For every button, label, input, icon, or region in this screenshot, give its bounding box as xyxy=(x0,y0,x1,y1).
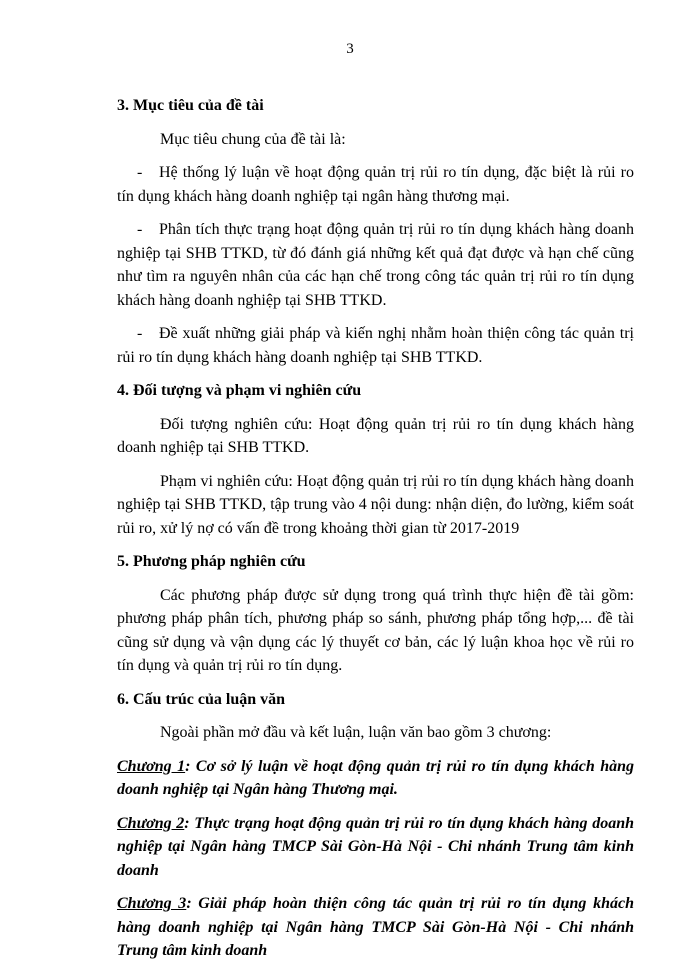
scope-subject-paragraph: Đối tượng nghiên cứu: Hoạt động quản trị rủi ro tín dụng khách hàng doanh nghiệp tại SHB TTKD. xyxy=(117,415,634,456)
bullet-dash: - xyxy=(137,325,143,342)
section-heading-structure: 6. Cấu trúc của luận văn xyxy=(117,690,286,708)
chapter-label: Chương 2 xyxy=(117,814,185,832)
chapter-title: : Thực trạng hoạt động quản trị rủi ro tín dụng khách hàng doanh nghiệp tại Ngân hàng TMCP Sài Gòn-Hà Nội - Chi nhánh Trung tâm kinh doanh xyxy=(117,814,635,879)
bullet-text: Phân tích thực trạng hoạt động quản trị rủi ro tín dụng khách hàng doanh nghiệp tại SHB TTKD, từ đó đánh giá những kết quả đạt được và hạn chế cũng như tìm ra nguyên nhân của các hạn chế trong công tác quản trị rủi ro tín dụng khách hàng doanh nghiệp tại SHB TTKD. xyxy=(117,221,634,309)
chapter-item xyxy=(117,812,634,883)
scope-range-paragraph: Phạm vi nghiên cứu: Hoạt động quản trị rủi ro tín dụng khách hàng doanh nghiệp tại SHB TTKD, tập trung vào 4 nội dung: nhận diện, đo lường, kiểm soát rủi ro, xử lý nợ có vấn đề trong khoảng thời gian từ 2017-2019 xyxy=(117,472,634,537)
chapter-label: Chương 3 xyxy=(117,895,187,912)
chapter-item xyxy=(117,892,634,963)
objective-bullet xyxy=(117,218,634,312)
chapter-label: Chương 1 xyxy=(117,757,186,775)
bullet-dash: - xyxy=(137,221,143,238)
chapter-item xyxy=(117,755,634,802)
bullet-text: Đề xuất những giải pháp và kiến nghị nhằm hoàn thiện công tác quản trị rủi ro tín dụng khách hàng doanh nghiệp tại SHB TTKD. xyxy=(117,325,634,366)
page-content xyxy=(117,94,634,963)
objective-bullet xyxy=(117,161,634,208)
objectives-intro: Mục tiêu chung của đề tài là: xyxy=(160,130,346,148)
page-number: 3 xyxy=(346,41,354,57)
chapter-title: : Cơ sở lý luận về hoạt động quản trị rủi ro tín dụng khách hàng doanh nghiệp tại Ngân hàng Thương mại. xyxy=(117,757,635,798)
section-heading-scope: 4. Đối tượng và phạm vi nghiên cứu xyxy=(117,382,362,399)
section-heading-methods: 5. Phương pháp nghiên cứu xyxy=(117,553,306,570)
objective-bullet xyxy=(117,322,634,369)
bullet-dash: - xyxy=(137,164,143,181)
bullet-text: Hệ thống lý luận về hoạt động quản trị rủi ro tín dụng, đặc biệt là rủi ro tín dụng khách hàng doanh nghiệp tại ngân hàng thương mại. xyxy=(117,164,634,205)
structure-intro: Ngoài phần mở đầu và kết luận, luận văn bao gồm 3 chương: xyxy=(160,724,552,741)
section-heading-objectives: 3. Mục tiêu của đề tài xyxy=(117,97,264,114)
methods-paragraph: Các phương pháp được sử dụng trong quá trình thực hiện đề tài gồm: phương pháp phân tích, phương pháp so sánh, phương pháp tổng hợp,... đề tài cũng sử dụng và vận dụng các lý thuyết cơ bản, các lý luận khoa học về rủi ro tín dụng và quản trị rủi ro tín dụng. xyxy=(117,586,634,674)
chapter-title: : Giải pháp hoàn thiện công tác quản trị rủi ro tín dụng khách hàng doanh nghiệp tại Ngân hàng TMCP Sài Gòn-Hà Nội - Chi nhánh Trung tâm kinh doanh xyxy=(117,895,635,959)
